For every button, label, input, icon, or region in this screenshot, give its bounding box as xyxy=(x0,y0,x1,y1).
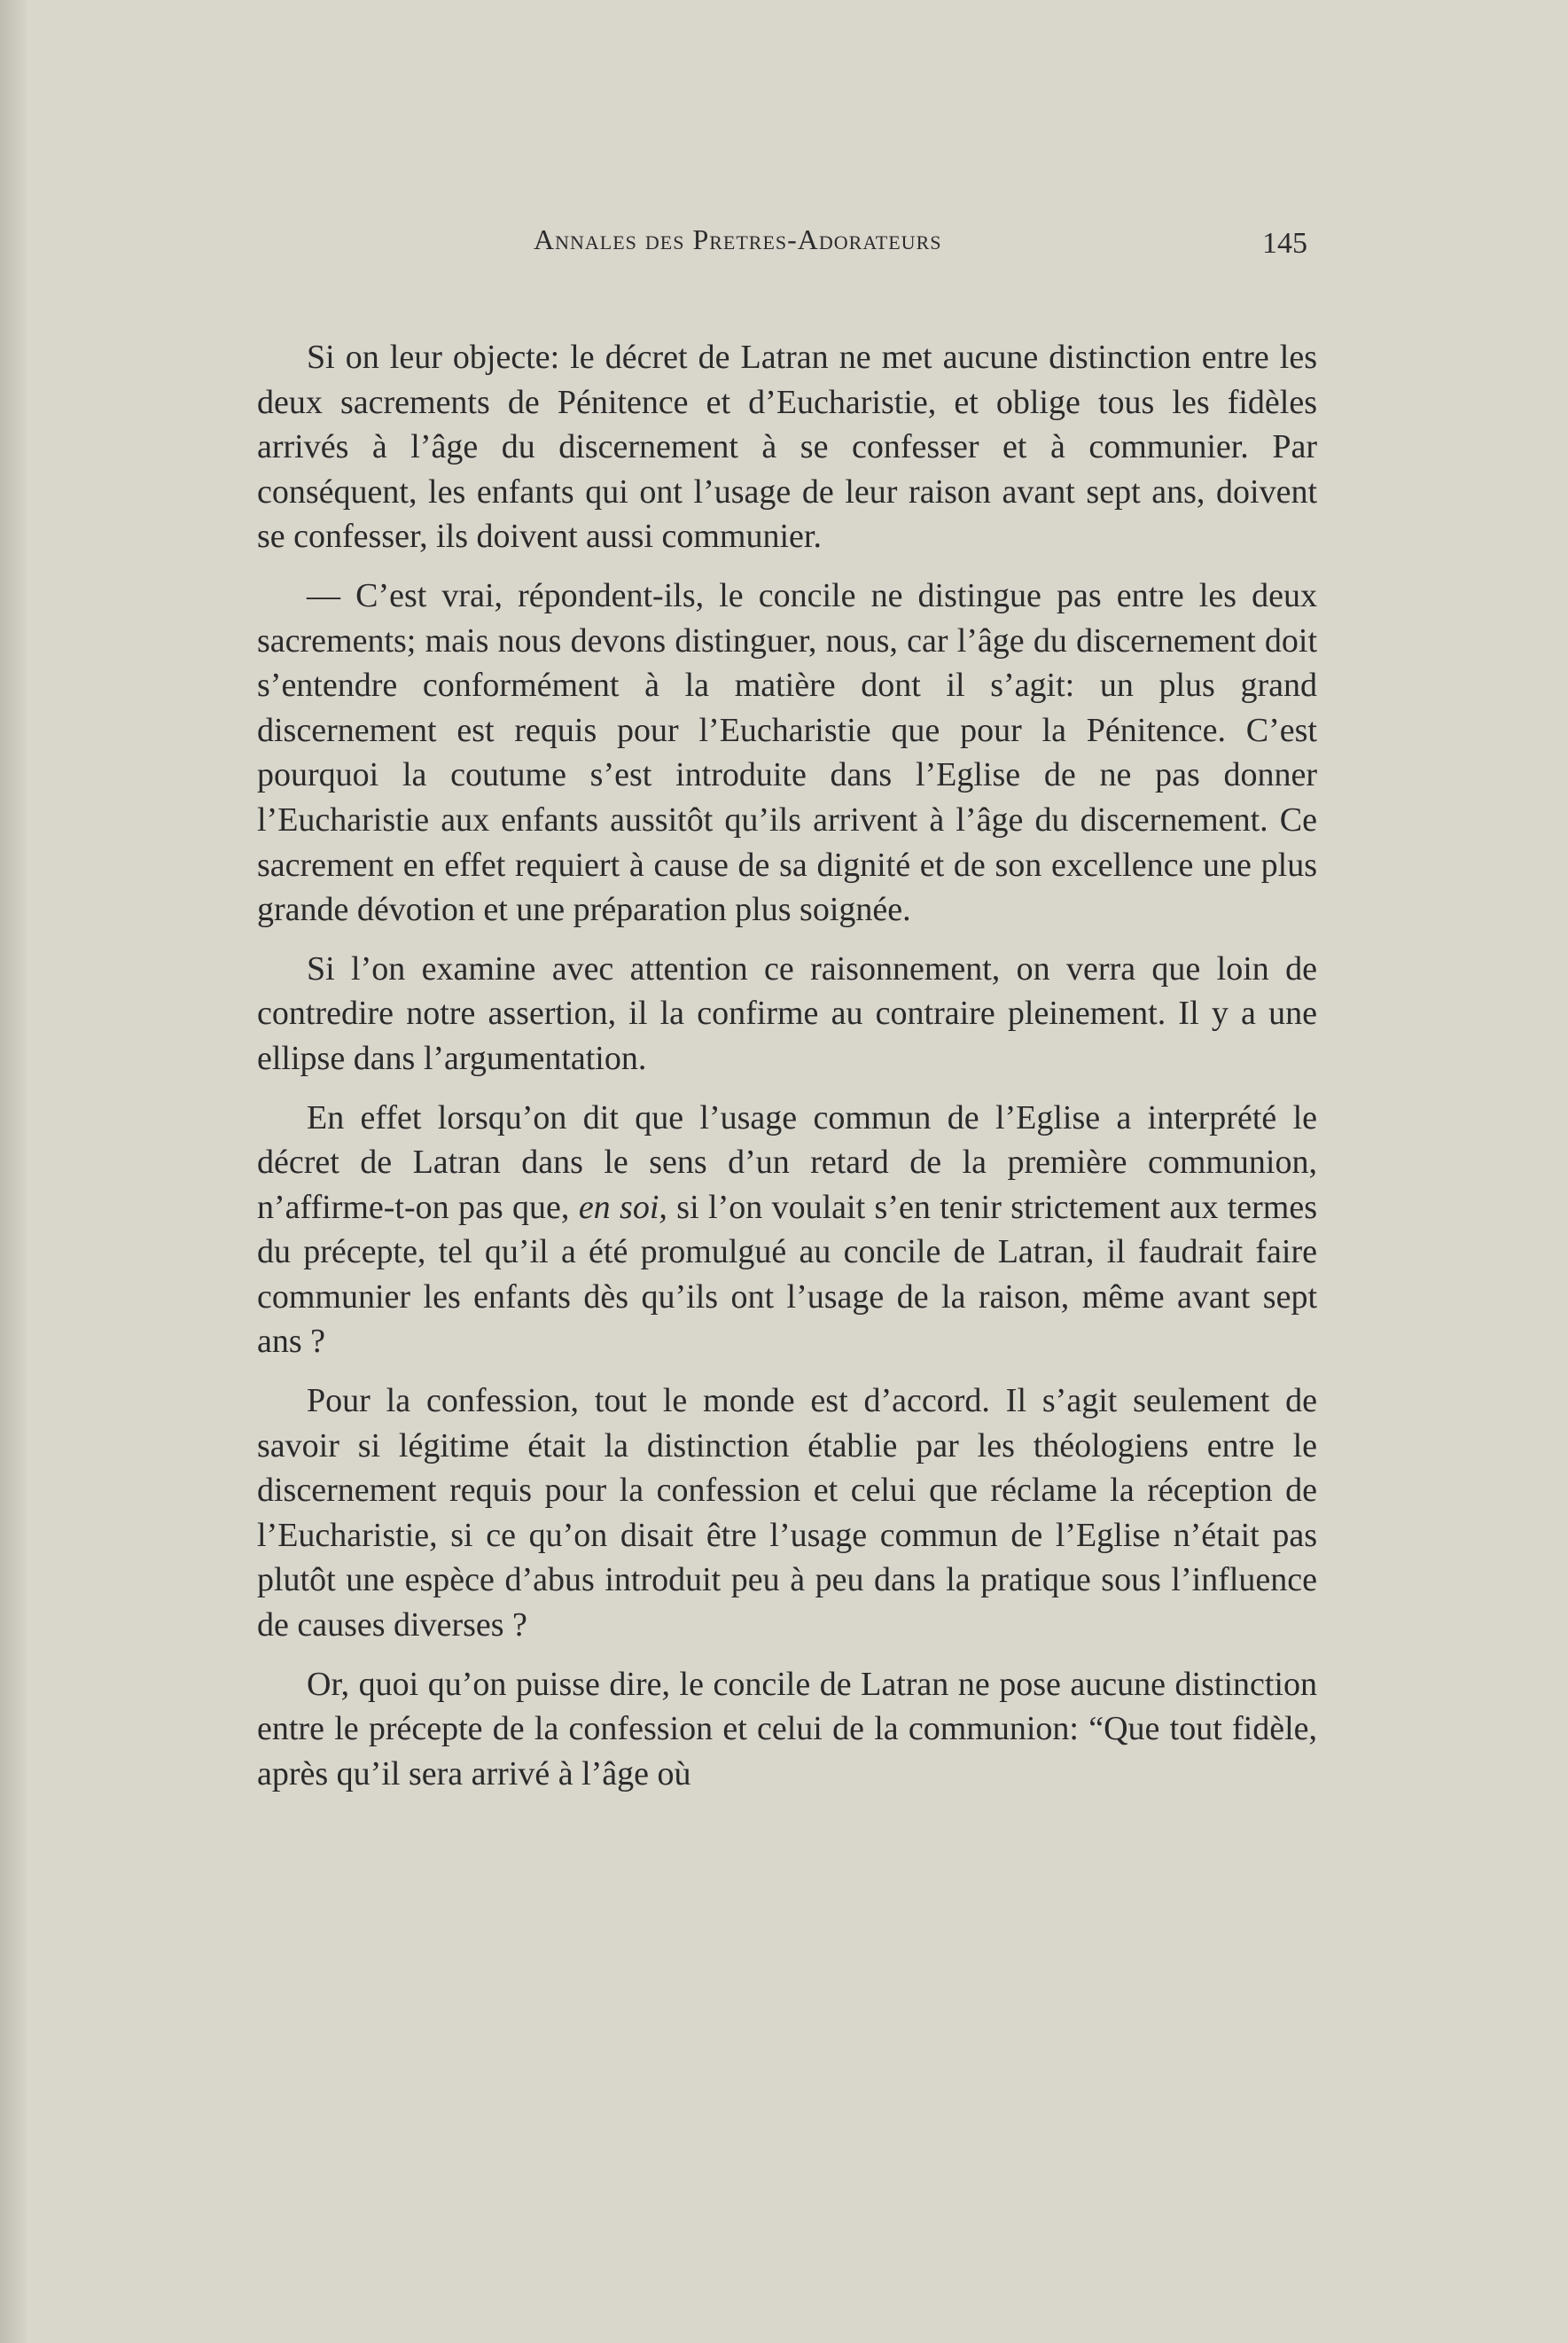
body-text xyxy=(257,335,1317,1810)
paragraph-4 xyxy=(257,1096,1317,1365)
paragraph-1: Si on leur objecte: le décret de Latran ne met aucune distinction entre les deux sacrements de Pénitence et d’Eucharistie, et oblige tous les fidèles arrivés à l’âge du discernement à se confesser et à communier. Par conséquent, les enfants qui ont l’usage de leur raison avant sept ans, doivent se confesser, ils doivent aussi communier. xyxy=(257,339,1317,556)
paragraph-3: Si l’on examine avec attention ce raisonnement, on verra que loin de contredire notre assertion, il la confirme au contraire pleinement. Il y a une ellipse dans l’argumentation. xyxy=(257,949,1317,1077)
paragraph-6: Or, quoi qu’on puisse dire, le concile de Latran ne pose aucune distinction entre le précepte de la confession et celui de la communion: “Que tout fidèle, après qu’il sera arrivé à l’âge où xyxy=(257,1665,1317,1792)
paragraph-4-emphasis: en soi, xyxy=(578,1188,667,1226)
paragraph-4-before: En effet lorsqu’on dit que l’usage commun de l’Eglise a interprété le décret de Latran dans le sens d’un retard de la première communion, n’affirme-t-on pas que, xyxy=(257,1098,1317,1226)
running-head xyxy=(0,223,1568,259)
paragraph-2: — C’est vrai, répondent-ils, le concile ne distingue pas entre les deux sacrements; mais nous devons distinguer, nous, car l’âge du discernement doit s’entendre conformément à la matière dont il s’agit: un plus grand discernement est requis pour l’Eucharistie que pour la Pénitence. C’est pourquoi la coutume s’est introduite dans l’Eglise de ne pas donner l’Eucharistie aux enfants aussitôt qu’ils arrivent à l’âge du discernement. Ce sacrement en effet requiert à cause de sa dignité et de son excellence une plus grande dévotion et une préparation plus soignée. xyxy=(257,576,1317,929)
page-number: 145 xyxy=(1262,227,1307,260)
paragraph-5: Pour la confession, tout le monde est d’accord. Il s’agit seulement de savoir si légitime était la distinction établie par les théologiens entre le discernement requis pour la confession et celui que réclame la réception de l’Eucharistie, si ce qu’on disait être l’usage commun de l’Eglise n’était pas plutôt une espèce d’abus introduit peu à peu dans la pratique sous l’influence de causes diverses ? xyxy=(257,1382,1317,1644)
paragraph-4-after: si l’on voulait s’en tenir strictement aux termes du précepte, tel qu’il a été promulgué au concile de Latran, il faudrait faire communier les enfants dès qu’ils ont l’usage de la raison, même avant sept ans ? xyxy=(257,1188,1317,1361)
running-title: Annales des Pretres-Adorateurs xyxy=(534,223,942,255)
page-edge xyxy=(0,0,27,2343)
